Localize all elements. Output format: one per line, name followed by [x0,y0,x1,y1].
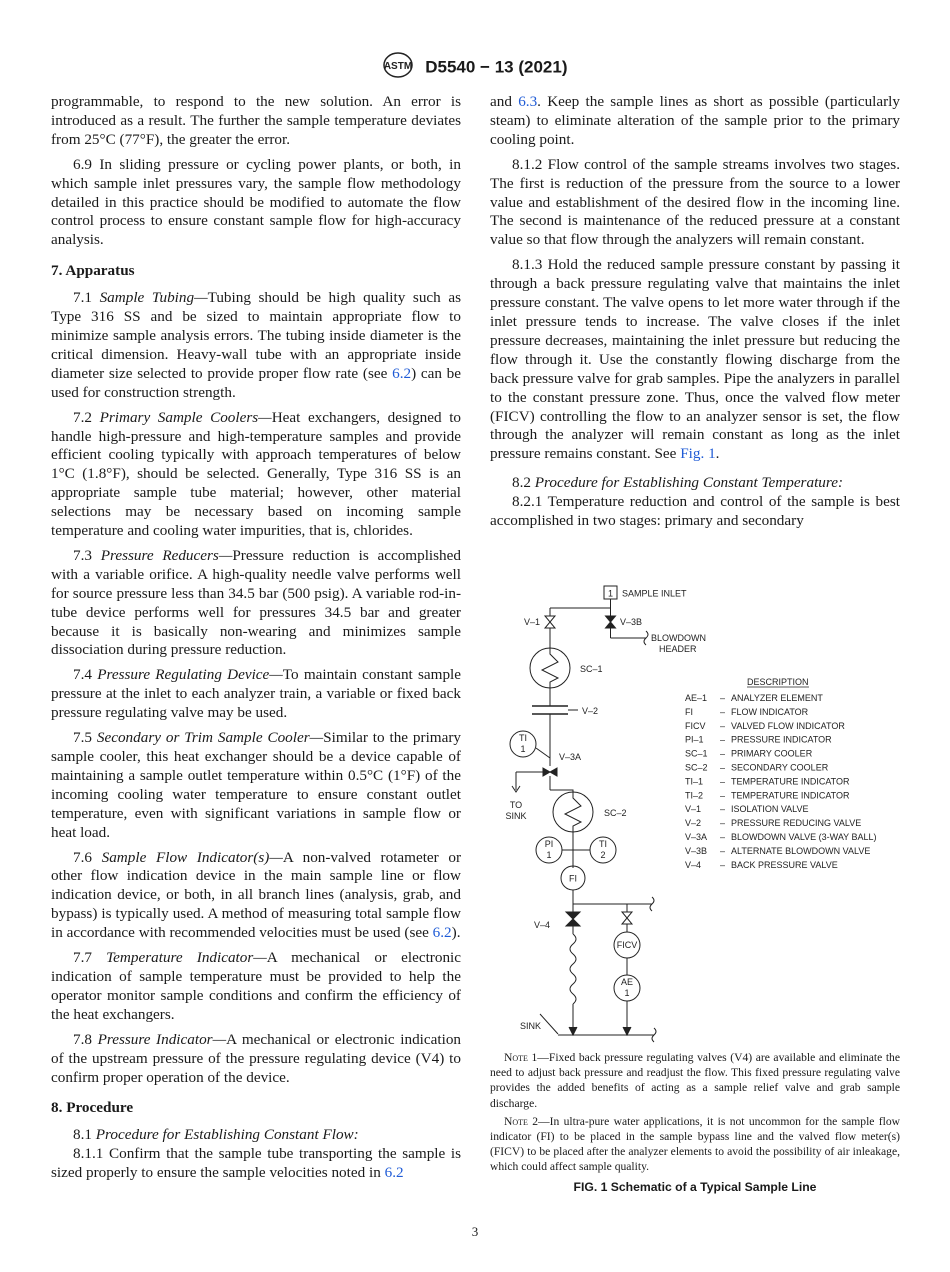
legend-description: PRESSURE REDUCING VALVE [731,818,862,829]
legend-description: PRESSURE INDICATOR [731,734,832,745]
figure-notes [490,1050,900,1178]
paragraph-6-9: 6.9 In sliding pressure or cycling power plants, or both, in which sample inlet pressures vary, the sample flow methodology detailed in this practice should be modified to automate the flow control process to ensure constant sample flow for high-accuracy analysis. [51,155,461,249]
legend-dash: – [720,804,726,815]
legend-description: VALVED FLOW INDICATOR [731,720,845,731]
v3b-label: V–3B [620,617,643,627]
legend-description: PRIMARY COOLER [731,748,813,759]
right-column [490,93,900,537]
paragraph-continued-right: and 6.3. Keep the sample lines as short as possible (particularly steam) to eliminate alteration of the sample prior to the primary cooling point. [490,93,900,148]
legend-dash: – [720,818,726,829]
to-label: TO [509,800,523,810]
legend-dash: – [720,832,726,842]
legend-code: PI–1 [685,734,704,745]
ficv-label: FICV [616,940,638,950]
v3a-label: V–3A [559,752,582,762]
v1-label: V–1 [524,617,541,627]
note-2: Note 2—In ultra-pure water applications, it is not uncommon for the sample flow indicator (FI) to be placed in the sample bypass line and the valved flow meter(s) (FICV) to be placed after the analyzer elements to avoid the possibility of air inleakage, which could affect sample quality. [490,1114,900,1174]
legend-code: V–3A [685,832,708,842]
legend [685,693,877,870]
sc1-label: SC–1 [580,664,603,674]
v3a-valve-icon [543,768,557,776]
xref-6-2[interactable]: 6.2 [432,924,452,942]
legend-code: V–3B [685,845,708,856]
section-7-heading: 7. Apparatus [51,262,135,280]
fi-label: FI [569,873,577,884]
page-number: 3 [471,1224,479,1239]
blowdown-label: BLOWDOWN [651,633,706,643]
legend-description: ALTERNATE BLOWDOWN VALVE [731,845,871,856]
note-1: Note 1—Fixed back pressure regulating valves (V4) are available and eliminate the need to adjust back pressure and readjust the flow. This fixed pressure regulating valve provides the added benefits of acting as a sample relief valve and grab sample discharge. [490,1051,900,1110]
legend-code: AE–1 [685,693,708,703]
paragraph-7-8: 7.8 Pressure Indicator—A mechanical or electronic indication of the upstream pressure of the pressure regulating device (V4) to confirm proper operation of the device. [51,1030,462,1086]
legend-code: FI [685,706,693,717]
legend-description: TEMPERATURE INDICATOR [731,776,850,787]
legend-code: TI–2 [685,790,704,801]
xref-6-2[interactable]: 6.2 [392,364,412,382]
legend-dash: – [720,790,726,801]
legend-code: FICV [685,720,706,731]
legend-dash: – [720,859,726,870]
paragraph-7-5: 7.5 Secondary or Trim Sample Cooler—Similar to the primary sample cooler, this heat exchanger should be a device capable of maintaining a sample outlet temperature within 0.5°C (1°F) of the incoming cooling water temperature to ensure constant outlet temperature, even with significant variations in sample flow or heat load. [51,729,461,841]
legend-dash: – [720,748,726,759]
ti2-label: TI [599,839,607,849]
section-8-heading: 8. Procedure [51,1099,134,1117]
legend-description: BLOWDOWN VALVE (3-WAY BALL) [731,832,877,842]
ae-number: 1 [624,988,630,998]
astm-logo-icon [383,52,413,83]
paragraph-7-4: 7.4 Pressure Regulating Device—To maintain constant sample pressure at the inlet to each analyzer train, a variable or fixed back pressure regulating valve may be used. [51,666,462,722]
paragraph-7-7: 7.7 Temperature Indicator—A mechanical or electronic indication of sample temperature must be provided to help the operator monitor sample conditions and confirm the efficiency of the heat exchangers. [51,949,462,1023]
legend-dash: – [720,762,726,773]
xref-fig-1[interactable]: Fig. 1 [680,445,716,463]
legend-dash: – [720,720,726,731]
v4-valve-icon [566,912,580,926]
pi1-number: 1 [546,850,552,860]
logo-text: ASTM [383,61,412,72]
v1-valve-icon [545,616,555,628]
legend-code: SC–2 [685,762,708,773]
legend-code: V–4 [685,859,702,870]
figure-1-schematic [496,578,916,1048]
legend-code: V–1 [685,804,702,815]
legend-code: SC–1 [685,748,708,759]
legend-dash: – [720,776,726,787]
paragraph-7-6: 7.6 Sample Flow Indicator(s)—A non-valved rotameter or other flow indication device in the main sample line or flow indication device, or both, in all branch lines (analysis, grab, and bypass) is typically used. A method of measuring total sample flow in accordance with recommended velocities must be used (see 6.2). [51,848,461,942]
xref-6-3[interactable]: 6.3 [518,93,538,110]
page-header [0,52,950,83]
description-title: DESCRIPTION [747,677,809,687]
ti1-label: TI [519,733,527,743]
paragraph-8-1-3: 8.1.3 Hold the reduced sample pressure constant by passing it through a back pressure regulating valve that maintains the inlet pressure constant. The valve opens to let more water through if the inlet pressure tends to increase. The valve closes if the inlet pressure decreases, maintaining the inlet pressure but reducing the flow through it. Use the constantly flowing discharge from the back pressure valve for grab samples. Pipe the analyzers in parallel to the constant pressure zone. Thus, once the valved flow meter (FICV) controlling the flow to an analyzer sensor is set, the flow through the analyzer will remain constant as long as the inlet pressure remains constant. See Fig. 1. [490,256,900,463]
legend-description: BACK PRESSURE VALVE [731,859,838,870]
legend-description: TEMPERATURE INDICATOR [731,790,850,801]
v4-label: V–4 [534,920,551,930]
to-sink-label: SINK [505,811,527,821]
ae-label: AE [620,977,634,987]
sc2-label: SC–2 [604,808,627,818]
v2-label: V–2 [582,706,599,716]
v3b-valve-icon [606,616,616,628]
paragraph-7-1: 7.1 Sample Tubing—Tubing should be high quality such as Type 316 SS and be sized to maintain appropriate flow to minimize sample analysis errors. The tubing inside diameter is the critical dimension. Heavy-wall tube with an appropriate inside diameter size selected to provide proper flow rate (see 6.2) can be used for construction strength. [51,289,462,401]
legend-dash: – [720,706,726,717]
legend-dash: – [720,693,726,703]
left-column [51,93,461,1189]
paragraph-7-3: 7.3 Pressure Reducers—Pressure reduction is accomplished with a variable orifice. A high-quality needle valve performs well for source pressure less than 34.5 bar (500 psig). A variable rod-in-tube device performs well for pressures 34.5 bar and greater because it is basically non-wearing and minimizes sample dissociation during pressure reduction. [51,546,461,659]
inlet-number: 1 [607,588,614,599]
paragraph-continued: programmable, to respond to the new solution. An error is introduced as a result. The further the sample temperature deviates from 25°C (77°F), the greater the error. [51,93,461,148]
legend-description: FLOW INDICATOR [731,706,809,717]
sample-inlet-label: SAMPLE INLET [622,588,687,599]
paragraph-7-2: 7.2 Primary Sample Coolers—Heat exchangers, designed to handle high-pressure and high-temperature samples and provide efficient cooling typically with approach temperatures of below 1°C (1.8°F), should be selected. Generally, Type 316 SS is an appropriate sample tube material; however, other material selections may be necessary based on incoming sample temperature and cooling water impurities, that is, chlorides. [51,408,462,540]
header-label: HEADER [659,644,697,654]
legend-description: ISOLATION VALVE [731,804,809,815]
paragraph-8-1-1: 8.1.1 Confirm that the sample tube transporting the sample is sized properly to ensure the sample velocities noted in 6.2 [51,1145,461,1182]
ti2-number: 2 [600,850,606,860]
paragraph-8-2: 8.2 Procedure for Establishing Constant Temperature: [512,474,844,492]
legend-code: TI–1 [685,776,704,787]
legend-description: ANALYZER ELEMENT [731,693,823,703]
paragraph-8-2-1: 8.2.1 Temperature reduction and control of the sample is best accomplished in two stages: primary and secondary [490,493,900,530]
legend-code: V–2 [685,818,702,829]
designation: D5540 − 13 (2021) [425,57,568,77]
figure-caption: FIG. 1 Schematic of a Typical Sample Line [573,1180,817,1194]
legend-description: SECONDARY COOLER [731,762,829,773]
sink-label: SINK [520,1021,542,1031]
ficv-valve-icon [622,912,632,924]
xref-6-2[interactable]: 6.2 [384,1164,404,1182]
paragraph-8-1: 8.1 Procedure for Establishing Constant Flow: [73,1126,359,1144]
ti1-number: 1 [520,744,526,754]
pi1-label: PI [544,839,554,849]
legend-dash: – [720,845,726,856]
paragraph-8-1-2: 8.1.2 Flow control of the sample streams involves two stages. The first is reduction of the pressure from the source to a lower value and establishment of the desired flow in the incoming line. The second is maintenance of the reduced pressure at a constant value so that flow through the analyzers will remain constant. [490,155,900,249]
legend-dash: – [720,734,726,745]
